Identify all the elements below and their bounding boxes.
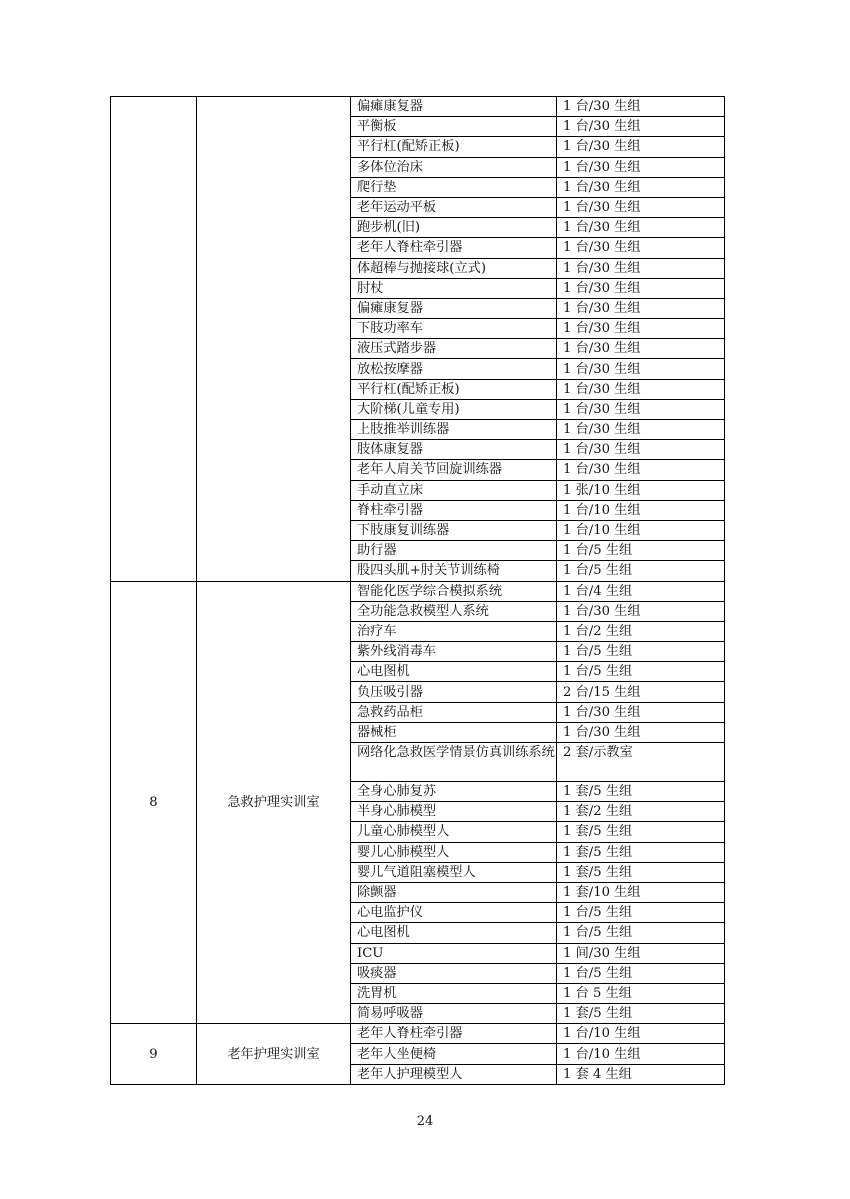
equipment-quantity-cell: 1 套/5 生组 [557, 842, 725, 862]
equipment-name-cell: 肘杖 [351, 278, 557, 298]
equipment-name-cell: 智能化医学综合模拟系统 [351, 581, 557, 601]
equipment-quantity-cell: 1 台/30 生组 [557, 298, 725, 318]
lab-room-name-cell: 老年护理实训室 [197, 1024, 351, 1085]
equipment-quantity-cell: 1 台/10 生组 [557, 1024, 725, 1044]
equipment-quantity-cell: 1 台/30 生组 [557, 177, 725, 197]
equipment-quantity-cell: 1 套/5 生组 [557, 822, 725, 842]
equipment-quantity-cell: 1 台/30 生组 [557, 460, 725, 480]
equipment-name-cell: 下肢功率车 [351, 319, 557, 339]
equipment-name-cell: 多体位治床 [351, 157, 557, 177]
equipment-name-cell: 液压式踏步器 [351, 339, 557, 359]
equipment-quantity-cell: 1 台/30 生组 [557, 702, 725, 722]
equipment-name-cell: 器械柜 [351, 722, 557, 742]
equipment-name-cell: 心电图机 [351, 662, 557, 682]
equipment-name-cell: 放松按摩器 [351, 359, 557, 379]
equipment-quantity-cell: 1 台/30 生组 [557, 359, 725, 379]
equipment-quantity-cell: 1 台/30 生组 [557, 722, 725, 742]
equipment-name-cell: 负压吸引器 [351, 682, 557, 702]
equipment-name-cell: 股四头肌+肘关节训练椅 [351, 561, 557, 581]
equipment-name-cell: 偏瘫康复器 [351, 298, 557, 318]
equipment-quantity-cell: 1 台/5 生组 [557, 561, 725, 581]
equipment-name-cell: 儿童心肺模型人 [351, 822, 557, 842]
equipment-quantity-cell: 1 台/30 生组 [557, 399, 725, 419]
equipment-name-cell: 老年人护理模型人 [351, 1064, 557, 1084]
lab-number-cell: 8 [111, 581, 197, 1024]
equipment-quantity-cell: 1 台/30 生组 [557, 258, 725, 278]
equipment-name-cell: 体超棒与抛接球(立式) [351, 258, 557, 278]
equipment-quantity-cell: 1 套/5 生组 [557, 782, 725, 802]
equipment-name-cell: 急救药品柜 [351, 702, 557, 722]
equipment-name-cell: 肢体康复器 [351, 440, 557, 460]
lab-room-name-cell [197, 97, 351, 582]
equipment-name-cell: 上肢推举训练器 [351, 420, 557, 440]
equipment-name-cell: 半身心肺模型 [351, 802, 557, 822]
equipment-name-cell: 网络化急救医学情景仿真训练系统 [351, 743, 557, 782]
equipment-quantity-cell: 1 套 4 生组 [557, 1064, 725, 1084]
equipment-name-cell: 助行器 [351, 541, 557, 561]
table-row [111, 581, 725, 601]
equipment-quantity-cell: 1 台/5 生组 [557, 541, 725, 561]
equipment-quantity-cell: 1 台 5 生组 [557, 983, 725, 1003]
equipment-quantity-cell: 1 台/30 生组 [557, 319, 725, 339]
table-row [111, 97, 725, 117]
equipment-quantity-cell: 2 台/15 生组 [557, 682, 725, 702]
equipment-name-cell: 治疗车 [351, 621, 557, 641]
equipment-quantity-cell: 1 台/4 生组 [557, 581, 725, 601]
equipment-quantity-cell: 1 台/30 生组 [557, 278, 725, 298]
equipment-quantity-cell: 1 套/2 生组 [557, 802, 725, 822]
equipment-name-cell: 手动直立床 [351, 480, 557, 500]
equipment-name-cell: 跑步机(旧) [351, 218, 557, 238]
equipment-name-cell: 大阶梯(儿童专用) [351, 399, 557, 419]
equipment-quantity-cell: 1 台/30 生组 [557, 339, 725, 359]
equipment-quantity-cell: 1 台/30 生组 [557, 157, 725, 177]
equipment-quantity-cell: 1 台/10 生组 [557, 520, 725, 540]
equipment-quantity-cell: 1 台/30 生组 [557, 97, 725, 117]
lab-room-name-cell: 急救护理实训室 [197, 581, 351, 1024]
equipment-quantity-cell: 1 台/30 生组 [557, 137, 725, 157]
equipment-quantity-cell: 1 台/30 生组 [557, 197, 725, 217]
equipment-name-cell: 简易呼吸器 [351, 1004, 557, 1024]
equipment-name-cell: 偏瘫康复器 [351, 97, 557, 117]
equipment-name-cell: 吸痰器 [351, 963, 557, 983]
equipment-quantity-cell: 1 台/10 生组 [557, 1044, 725, 1064]
equipment-name-cell: 洗胃机 [351, 983, 557, 1003]
equipment-name-cell: 全功能急救模型人系统 [351, 601, 557, 621]
equipment-name-cell: 下肢康复训练器 [351, 520, 557, 540]
equipment-name-cell: 老年人脊柱牵引器 [351, 238, 557, 258]
equipment-name-cell: ICU [351, 943, 557, 963]
equipment-quantity-cell: 1 台/5 生组 [557, 642, 725, 662]
equipment-name-cell: 脊柱牵引器 [351, 500, 557, 520]
equipment-name-cell: 全身心肺复苏 [351, 782, 557, 802]
equipment-name-cell: 婴儿气道阻塞模型人 [351, 862, 557, 882]
equipment-quantity-cell: 1 间/30 生组 [557, 943, 725, 963]
table-row [111, 1024, 725, 1044]
equipment-quantity-cell: 2 套/示教室 [557, 743, 725, 782]
equipment-quantity-cell: 1 台/5 生组 [557, 662, 725, 682]
equipment-name-cell: 爬行垫 [351, 177, 557, 197]
equipment-name-cell: 心电监护仪 [351, 903, 557, 923]
equipment-quantity-cell: 1 台/30 生组 [557, 379, 725, 399]
equipment-name-cell: 除颤器 [351, 882, 557, 902]
equipment-table [110, 96, 725, 1085]
equipment-quantity-cell: 1 台/30 生组 [557, 440, 725, 460]
equipment-quantity-cell: 1 台/5 生组 [557, 923, 725, 943]
equipment-name-cell: 平衡板 [351, 117, 557, 137]
equipment-quantity-cell: 1 台/10 生组 [557, 500, 725, 520]
equipment-quantity-cell: 1 台/2 生组 [557, 621, 725, 641]
equipment-name-cell: 心电图机 [351, 923, 557, 943]
equipment-name-cell: 老年人坐便椅 [351, 1044, 557, 1064]
equipment-quantity-cell: 1 套/5 生组 [557, 1004, 725, 1024]
equipment-quantity-cell: 1 台/30 生组 [557, 601, 725, 621]
equipment-name-cell: 紫外线消毒车 [351, 642, 557, 662]
equipment-quantity-cell: 1 台/5 生组 [557, 963, 725, 983]
equipment-quantity-cell: 1 台/30 生组 [557, 420, 725, 440]
equipment-quantity-cell: 1 台/30 生组 [557, 117, 725, 137]
lab-number-cell: 9 [111, 1024, 197, 1085]
equipment-quantity-cell: 1 台/5 生组 [557, 903, 725, 923]
equipment-table-body [111, 97, 725, 1085]
equipment-name-cell: 婴儿心肺模型人 [351, 842, 557, 862]
equipment-quantity-cell: 1 台/30 生组 [557, 238, 725, 258]
equipment-quantity-cell: 1 套/5 生组 [557, 862, 725, 882]
equipment-name-cell: 老年人脊柱牵引器 [351, 1024, 557, 1044]
lab-number-cell [111, 97, 197, 582]
equipment-quantity-cell: 1 张/10 生组 [557, 480, 725, 500]
equipment-quantity-cell: 1 台/30 生组 [557, 218, 725, 238]
equipment-name-cell: 老年运动平板 [351, 197, 557, 217]
equipment-name-cell: 老年人肩关节回旋训练器 [351, 460, 557, 480]
equipment-quantity-cell: 1 套/10 生组 [557, 882, 725, 902]
equipment-name-cell: 平行杠(配矫正板) [351, 379, 557, 399]
equipment-name-cell: 平行杠(配矫正板) [351, 137, 557, 157]
page-number: 24 [416, 1114, 434, 1129]
